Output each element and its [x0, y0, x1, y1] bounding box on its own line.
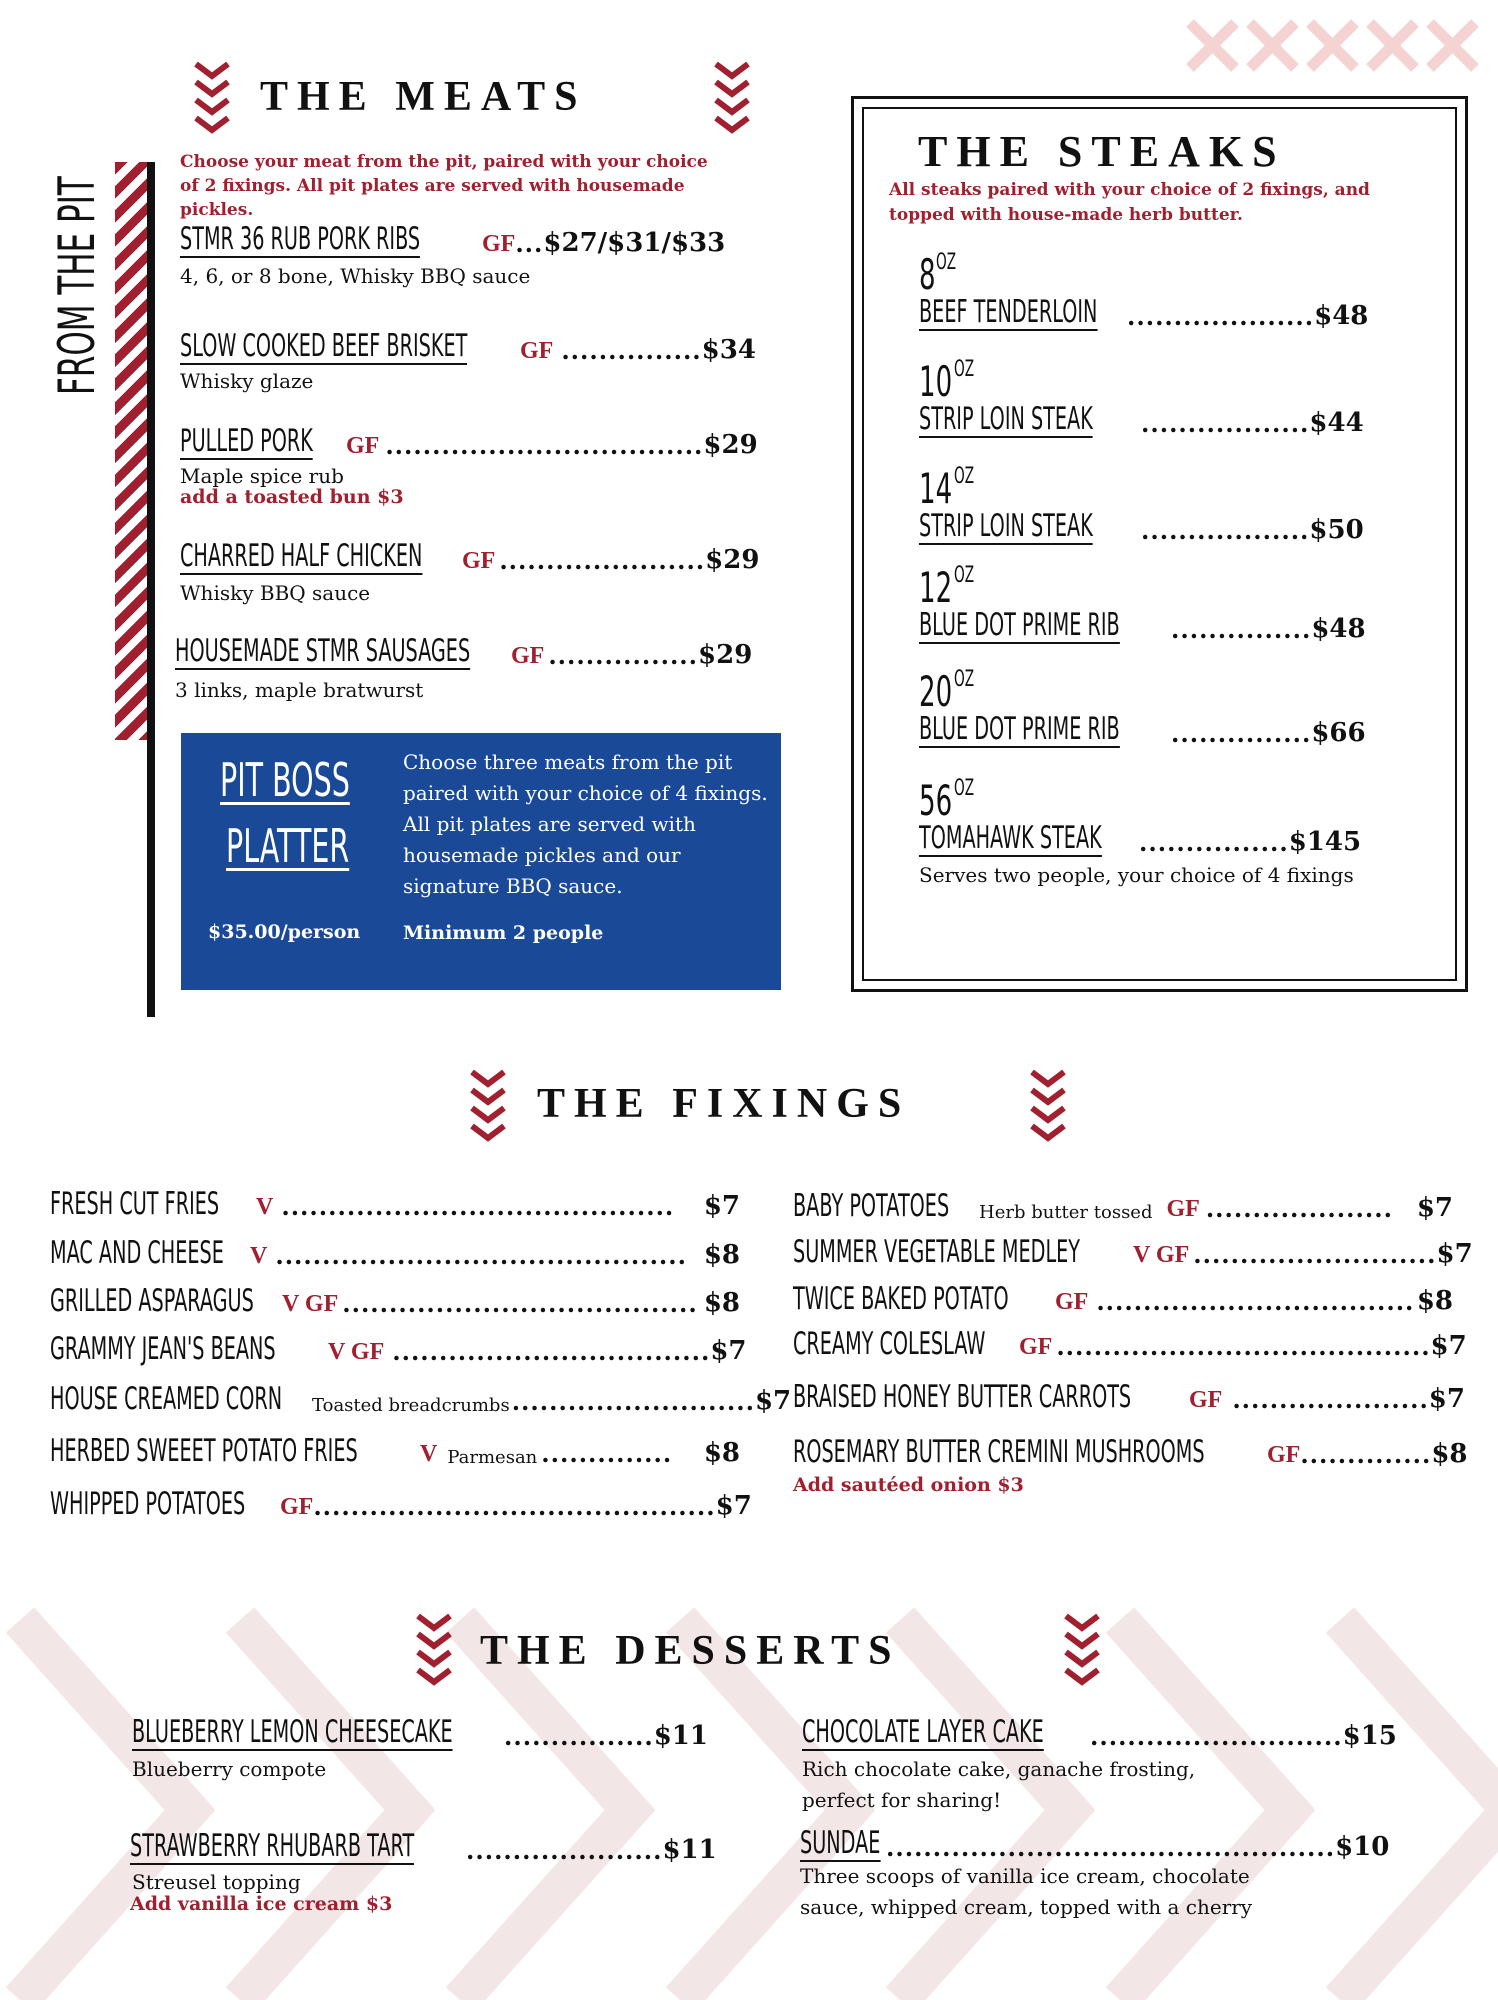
- fixings-title: THE FIXINGS: [537, 1081, 911, 1127]
- meat-item-desc: 3 links, maple bratwurst: [175, 678, 424, 702]
- fixing-item: ROSEMARY BUTTER CREMINI MUSHROOMS GF .............. $8: [793, 1434, 1468, 1470]
- steaks-intro: All steaks paired with your choice of 2 fixings, and topped with house-made herb butter.: [889, 180, 1370, 225]
- dessert-item: CHOCOLATE LAYER CAKE ........................... $15: [802, 1714, 1397, 1751]
- fixing-item: CREAMY COLESLAW GF ........................................ $7: [793, 1326, 1467, 1362]
- meat-item: STMR 36 RUB PORK RIBS GF ... $27/$31/$33: [180, 221, 726, 258]
- meat-item: SLOW COOKED BEEF BRISKET GF ............... $34: [180, 328, 756, 365]
- fixing-item: GRAMMY JEAN'S BEANS V GF .................................. $7: [50, 1331, 747, 1367]
- desserts-title: THE DESSERTS: [480, 1628, 901, 1674]
- pit-boss-min: Minimum 2 people: [403, 922, 604, 944]
- meat-item-desc: Maple spice rub: [180, 464, 344, 488]
- dessert-item-desc: sauce, whipped cream, topped with a cherry: [800, 1895, 1253, 1919]
- fixing-item: BABY POTATOES Herb butter tossed GF .................... $7: [793, 1188, 1453, 1224]
- pit-boss-desc: Choose three meats from the pit paired with your choice of 4 fixings. All pit plates are served with housemade pickles and our signature BBQ sauce.: [403, 750, 768, 898]
- fixing-item: FRESH CUT FRIES V .......................................... $7: [50, 1186, 740, 1222]
- side-label: FROM THE PIT: [48, 176, 106, 395]
- chevron-left-icon: [192, 60, 232, 130]
- meats-intro: Choose your meat from the pit, paired with your choice of 2 fixings. All pit plates are served with housemade pickles.: [180, 152, 708, 220]
- dessert-item-desc: Streusel topping: [132, 1870, 301, 1894]
- chevron-right-icon: [1028, 1068, 1068, 1138]
- chevron-right-icon: [712, 60, 752, 130]
- steak-item: 56 OZ TOMAHAWK STEAK ................ $145 Serves two people, your choice of 4 fixings: [919, 776, 1389, 887]
- meat-item: PULLED PORK GF .................................. $29: [180, 423, 758, 460]
- dessert-item-desc: Three scoops of vanilla ice cream, chocolate: [800, 1864, 1250, 1888]
- fixing-item: GRILLED ASPARAGUS V GF ...................................... $8: [50, 1283, 740, 1319]
- dessert-item-desc: Rich chocolate cake, ganache frosting,: [802, 1757, 1196, 1781]
- dessert-item: BLUEBERRY LEMON CHEESECAKE ................ $11: [132, 1714, 708, 1751]
- meat-item-desc: Whisky BBQ sauce: [180, 581, 371, 605]
- meat-item-desc: 4, 6, or 8 bone, Whisky BBQ sauce: [180, 264, 531, 288]
- dessert-item-desc: perfect for sharing!: [802, 1788, 1002, 1812]
- meat-item-note: add a toasted bun $3: [180, 486, 404, 508]
- x-marks-decoration: [1185, 18, 1498, 73]
- fixing-item: SUMMER VEGETABLE MEDLEY V GF .......................... $7: [793, 1234, 1473, 1270]
- fixing-item: TWICE BAKED POTATO GF .................................. $8: [793, 1281, 1453, 1317]
- steak-item: 10 OZ STRIP LOIN STEAK .................. $44: [919, 357, 1364, 438]
- steak-item: 12 OZ BLUE DOT PRIME RIB ............... $48: [919, 563, 1366, 644]
- pit-boss-title: PIT BOSS PLATTER: [220, 753, 350, 873]
- steaks-title: THE STEAKS: [918, 127, 1286, 176]
- chevron-left-icon: [468, 1068, 508, 1138]
- steak-item: 20 OZ BLUE DOT PRIME RIB ............... $66: [919, 667, 1366, 748]
- pit-boss-price: $35.00/person: [208, 921, 361, 943]
- chevron-left-icon: [414, 1612, 454, 1682]
- dessert-item-desc: Blueberry compote: [132, 1757, 327, 1781]
- fixing-item-note: Add sautéed onion $3: [793, 1474, 1024, 1496]
- meat-item: HOUSEMADE STMR SAUSAGES GF ................ $29: [175, 633, 753, 670]
- fixing-item: WHIPPED POTATOES GF ........................................... $7: [50, 1486, 752, 1522]
- meats-title: THE MEATS: [260, 74, 587, 120]
- dessert-item-note: Add vanilla ice cream $3: [130, 1893, 393, 1915]
- side-bar-line: [147, 162, 155, 1017]
- meat-item-desc: Whisky glaze: [180, 369, 314, 393]
- steak-item: 8 OZ BEEF TENDERLOIN .................... $48: [919, 250, 1369, 331]
- pit-boss-box: [181, 733, 781, 990]
- fixing-item: HOUSE CREAMED CORN Toasted breadcrumbs .......................... $7: [50, 1381, 792, 1417]
- fixing-item: MAC AND CHEESE V ............................................ $8: [50, 1235, 740, 1271]
- steak-item-desc: Serves two people, your choice of 4 fixings: [919, 862, 1354, 887]
- chevron-right-icon: [1062, 1612, 1102, 1682]
- fixing-item: BRAISED HONEY BUTTER CARROTS GF ..................... $7: [793, 1379, 1465, 1415]
- steak-item: 14 OZ STRIP LOIN STEAK .................. $50: [919, 464, 1364, 545]
- fixing-item: HERBED SWEEET POTATO FRIES V Parmesan .............. $8: [50, 1433, 740, 1469]
- side-stripes: [115, 162, 147, 740]
- dessert-item: SUNDAE ................................................ $10: [800, 1825, 1390, 1862]
- meat-item: CHARRED HALF CHICKEN GF ...................... $29: [180, 538, 760, 575]
- dessert-item: STRAWBERRY RHUBARB TART ..................... $11: [130, 1828, 717, 1865]
